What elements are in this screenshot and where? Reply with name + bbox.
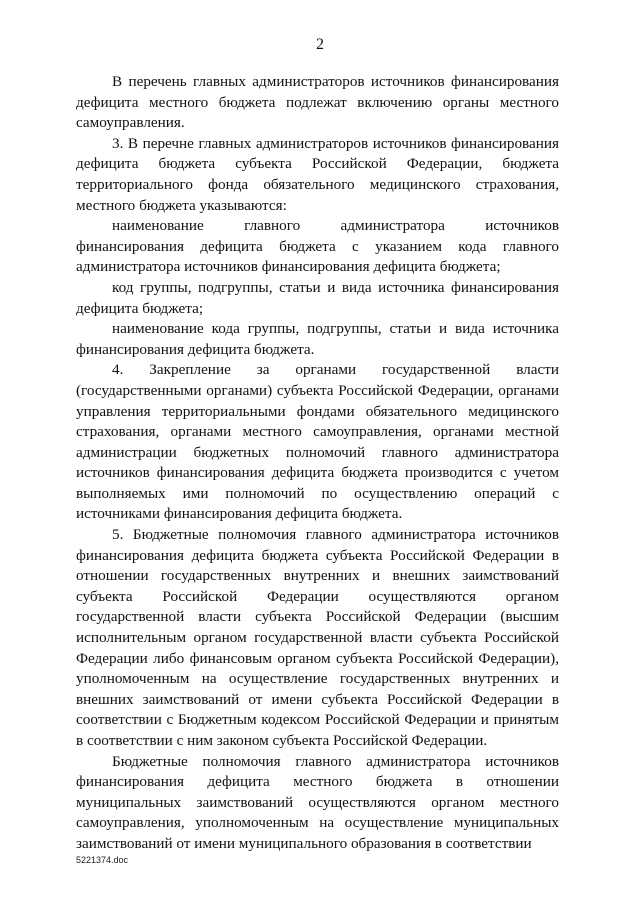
paragraph-item-3-code: код группы, подгруппы, статьи и вида источника финансирования дефицита бюджета; <box>76 278 559 317</box>
paragraph-administrators-list: В перечень главных администраторов источников финансирования дефицита местного бюджета подлежат включению органы местного самоуправления. <box>76 73 559 132</box>
document-body <box>76 72 559 855</box>
paragraph-municipal-borrowing: Бюджетные полномочия главного администратора источников финансирования дефицита местного бюджета в отношении муниципальных заимствований осуществляются органом местного самоуправления, уполномоченным на осуществление муниципальных заимствований от имени муниципального образования в соответствии <box>76 752 559 852</box>
page-number: 2 <box>316 36 324 53</box>
paragraph-item-3: 3. В перечне главных администраторов источников финансирования дефицита бюджета субъекта Российской Федерации, бюджета территориального фонда обязательного медицинского страхования, местного бюджета указываются: <box>76 134 559 214</box>
footer-file-code: 5221374.doc <box>76 855 129 865</box>
paragraph-item-3-name: наименование главного администратора источников финансирования дефицита бюджета с указанием кода главного администратора источников финансирования дефицита бюджета; <box>76 217 559 276</box>
paragraph-item-3-code-name: наименование кода группы, подгруппы, статьи и вида источника финансирования дефицита бюджета. <box>76 320 559 358</box>
paragraph-item-5: 5. Бюджетные полномочия главного администратора источников финансирования дефицита бюджета субъекта Российской Федерации в отношении государственных внутренних и внешних заимствований субъекта Российской Федерации осуществляются органом государственной власти субъекта Российской Федерации (высшим исполнительным органом государственной власти субъекта Российской Федерации либо финансовым органом субъекта Российской Федерации), уполномоченным на осуществление государственных внутренних и внешних заимствований от имени субъекта Российской Федерации в соответствии с Бюджетным кодексом Российской Федерации и принятым в соответствии с ним законом субъекта Российской Федерации. <box>76 526 559 749</box>
paragraph-item-4: 4. Закрепление за органами государственной власти (государственными органами) субъекта Российской Федерации, органами управления территориальными фондами обязательного медицинского страхования, органами местного самоуправления, органами местной администрации бюджетных полномочий главного администратора источников финансирования дефицита бюджета производится с учетом выполняемых ими полномочий по осуществлению операций с источниками финансирования дефицита бюджета. <box>76 361 559 523</box>
